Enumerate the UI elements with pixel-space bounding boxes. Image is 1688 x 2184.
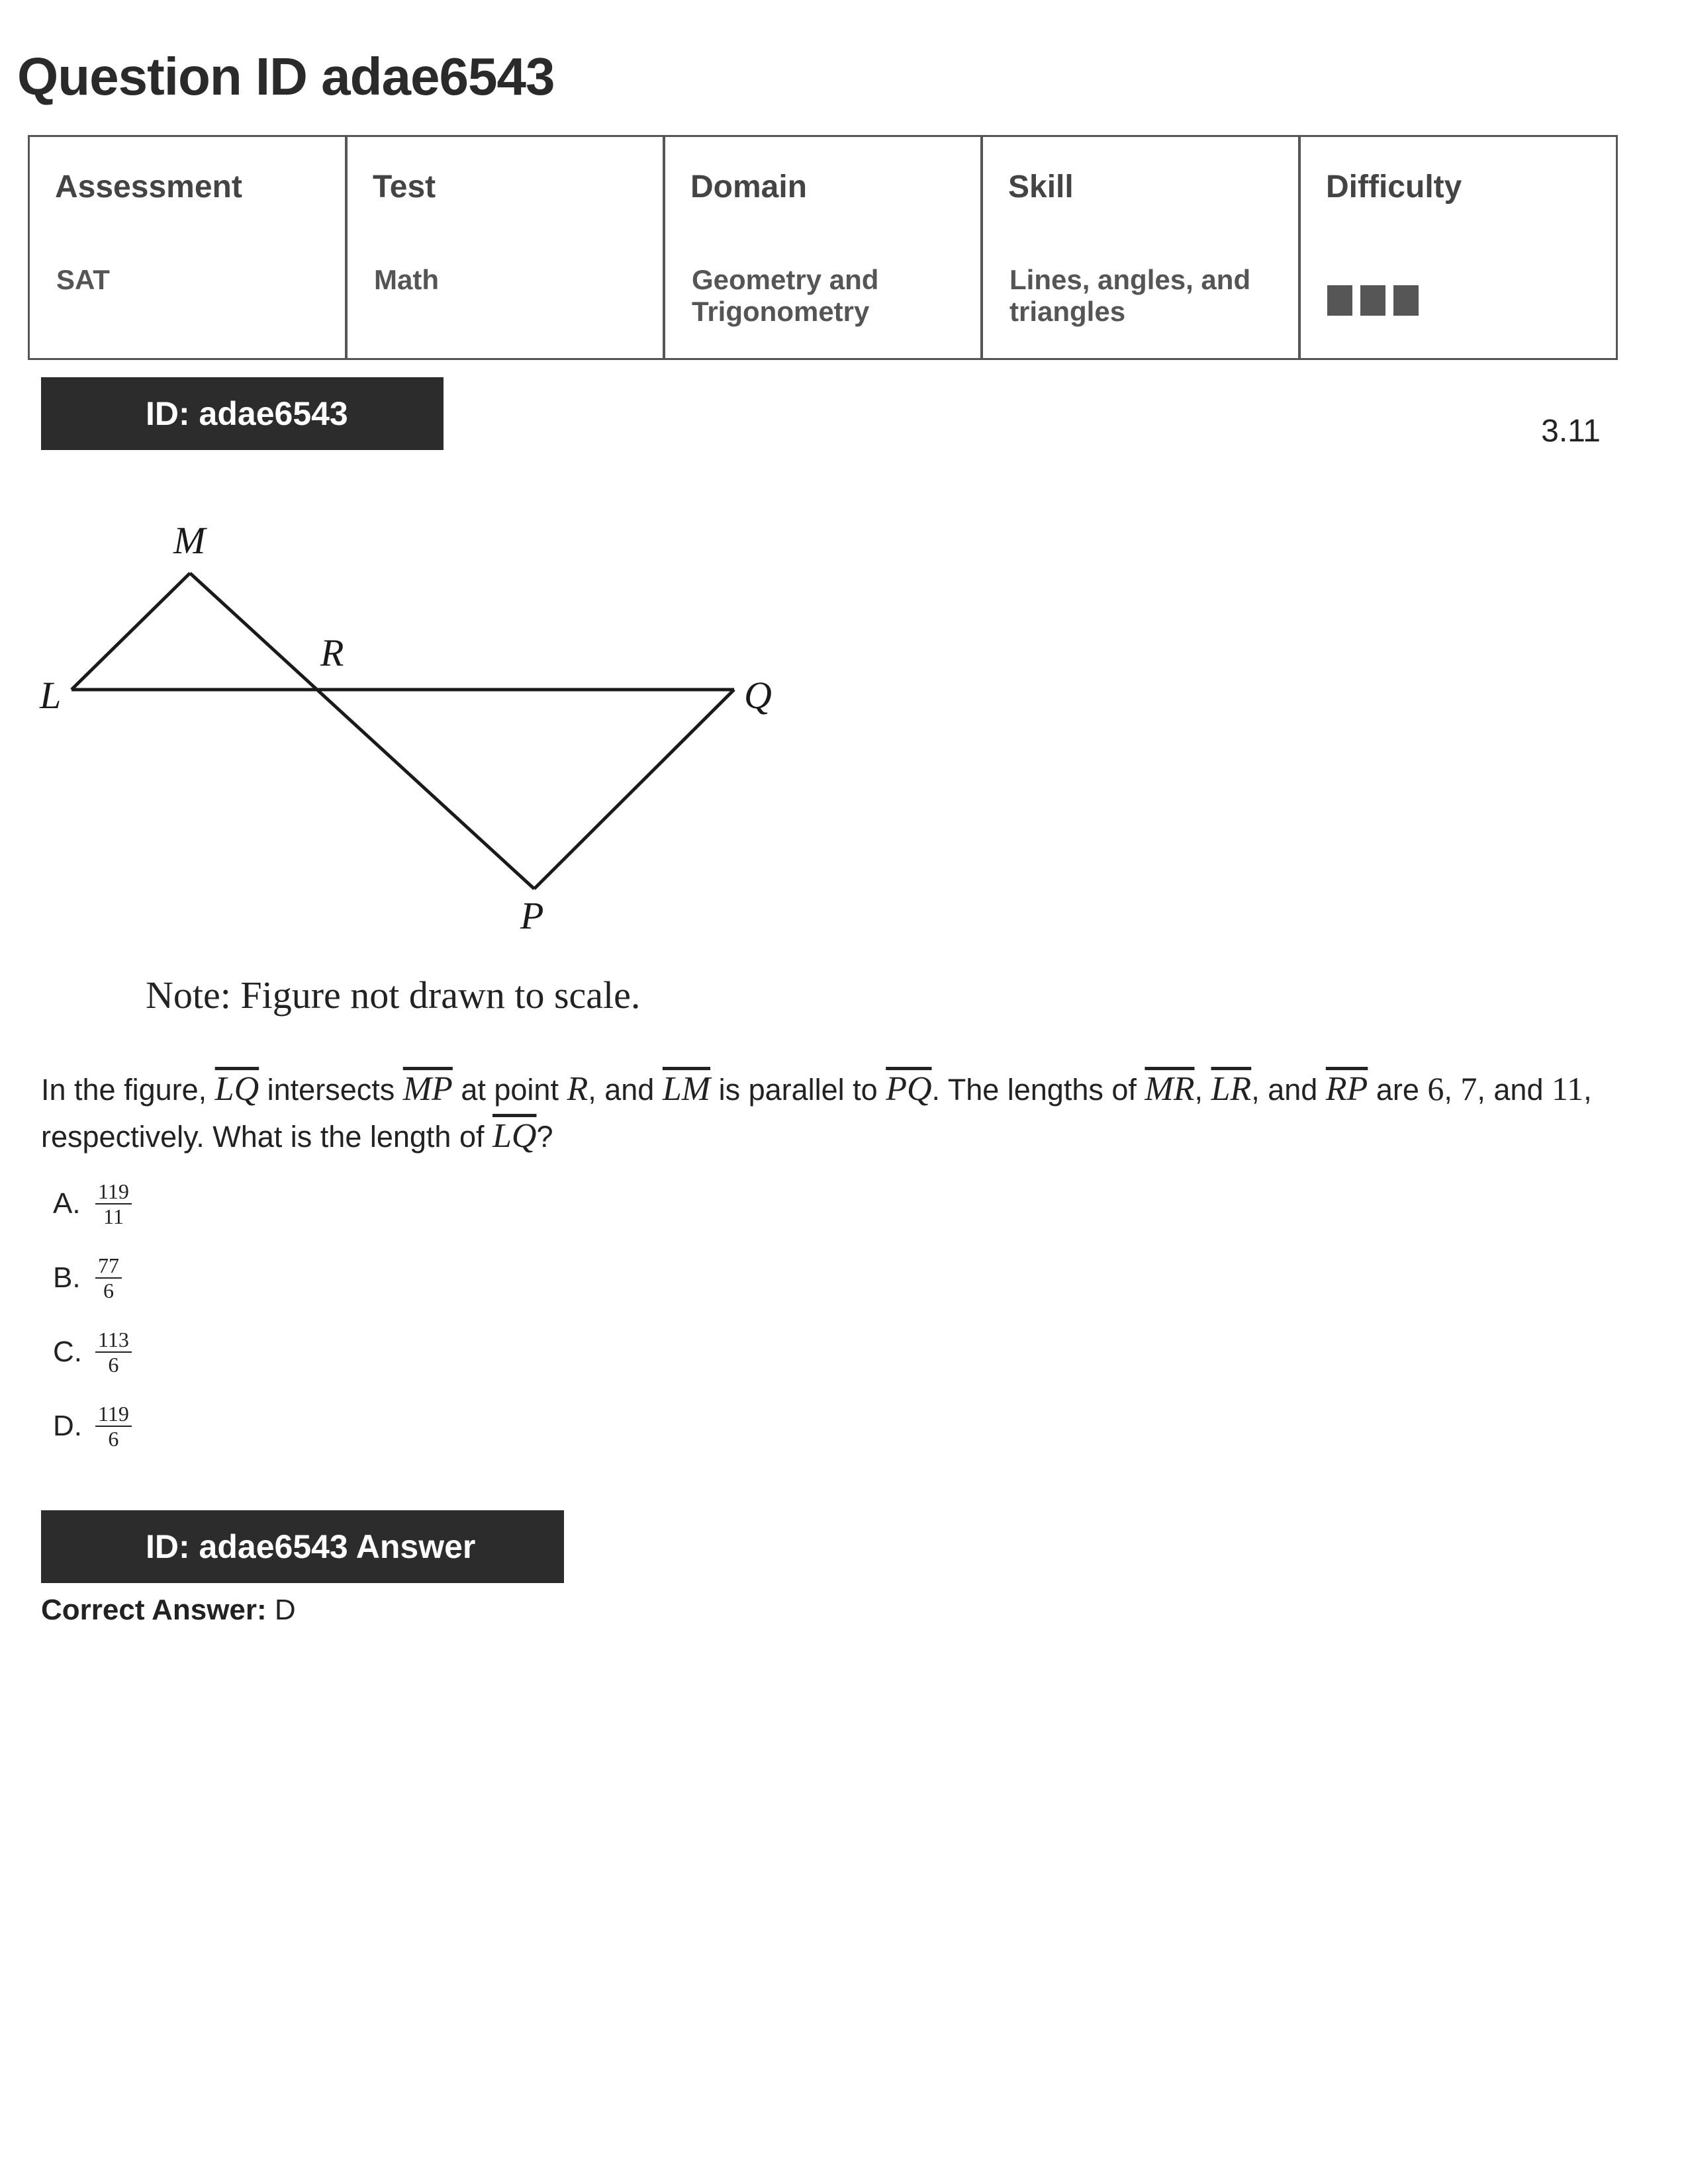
metadata-table — [28, 135, 1618, 360]
segment-pq — [534, 690, 734, 889]
label-m: M — [173, 519, 206, 562]
correct-answer-label: Correct Answer: — [41, 1594, 267, 1626]
segment-label: $\overline{LM}$ — [662, 1070, 711, 1108]
segment-label: $\overline{MR}$ — [1145, 1070, 1195, 1108]
difficulty-indicator — [1327, 285, 1419, 316]
choice-letter: A. — [53, 1187, 81, 1220]
choice-fraction: $\frac{113}{6}$ — [95, 1328, 132, 1377]
assessment-header: Assessment — [55, 169, 242, 205]
choice-b[interactable] — [53, 1253, 122, 1302]
version-number: 3.11 — [1541, 414, 1601, 449]
skill-value: Lines, angles, and triangles — [1009, 264, 1251, 327]
difficulty-cell — [1301, 137, 1616, 358]
segment-label: $\overline{LQ}$ — [214, 1070, 259, 1108]
page-title: Question ID adae6543 — [17, 47, 555, 106]
choice-c[interactable] — [53, 1328, 132, 1377]
length-value: 11 — [1551, 1070, 1584, 1107]
length-value: 7 — [1460, 1070, 1477, 1107]
choice-fraction: $\frac{119}{6}$ — [95, 1402, 132, 1451]
test-cell — [348, 137, 665, 358]
choice-a[interactable] — [53, 1179, 132, 1228]
difficulty-square — [1360, 285, 1385, 316]
skill-cell — [983, 137, 1301, 358]
figure-note: Note: Figure not drawn to scale. — [146, 974, 641, 1017]
question-id-banner: ID: adae6543 — [41, 377, 444, 450]
label-r: R — [320, 631, 344, 674]
skill-header: Skill — [1008, 169, 1074, 205]
segment-label: $\overline{MP}$ — [402, 1070, 453, 1108]
segment-label: $\overline{LQ}$ — [492, 1117, 537, 1155]
correct-answer-value: D — [274, 1594, 296, 1626]
difficulty-square — [1327, 285, 1352, 316]
choice-letter: B. — [53, 1261, 81, 1294]
choice-letter: C. — [53, 1336, 82, 1368]
label-q: Q — [744, 674, 772, 717]
domain-cell — [665, 137, 983, 358]
correct-answer — [41, 1594, 296, 1627]
choice-letter: D. — [53, 1410, 82, 1442]
test-value: Math — [374, 264, 439, 295]
segment-mp — [190, 573, 534, 889]
question-text: In the figure, $\overline{LQ}$ intersects $\overline{MP}$ at point R, and $\overline{LM}$ is parallel to $\overline{PQ}$. The lengths of $\overline{MR}$, $\overline{LR}$, and $\overline{RP}$ are 6, 7, and 11, respectively. What is the length of $\overline{LQ}$? — [41, 1070, 1592, 1155]
segment-label: $\overline{LR}$ — [1211, 1070, 1252, 1108]
choice-d[interactable] — [53, 1402, 132, 1451]
segment-label: $\overline{RP}$ — [1325, 1070, 1368, 1108]
assessment-cell — [30, 137, 348, 358]
choice-fraction: $\frac{77}{6}$ — [95, 1253, 122, 1302]
test-header: Test — [373, 169, 436, 205]
geometry-figure — [26, 516, 847, 940]
difficulty-square — [1393, 285, 1419, 316]
answer-id-banner: ID: adae6543 Answer — [41, 1510, 564, 1583]
assessment-value: SAT — [56, 264, 110, 295]
domain-header: Domain — [690, 169, 808, 205]
segment-lm — [71, 573, 190, 690]
difficulty-header: Difficulty — [1326, 169, 1462, 205]
length-value: 6 — [1427, 1070, 1444, 1107]
point-label: R — [567, 1070, 588, 1108]
segment-label: $\overline{PQ}$ — [886, 1070, 932, 1108]
label-l: L — [40, 674, 62, 717]
domain-value: Geometry and Trigonometry — [692, 264, 879, 327]
choice-fraction: $\frac{119}{11}$ — [95, 1179, 132, 1228]
label-p: P — [520, 894, 544, 937]
